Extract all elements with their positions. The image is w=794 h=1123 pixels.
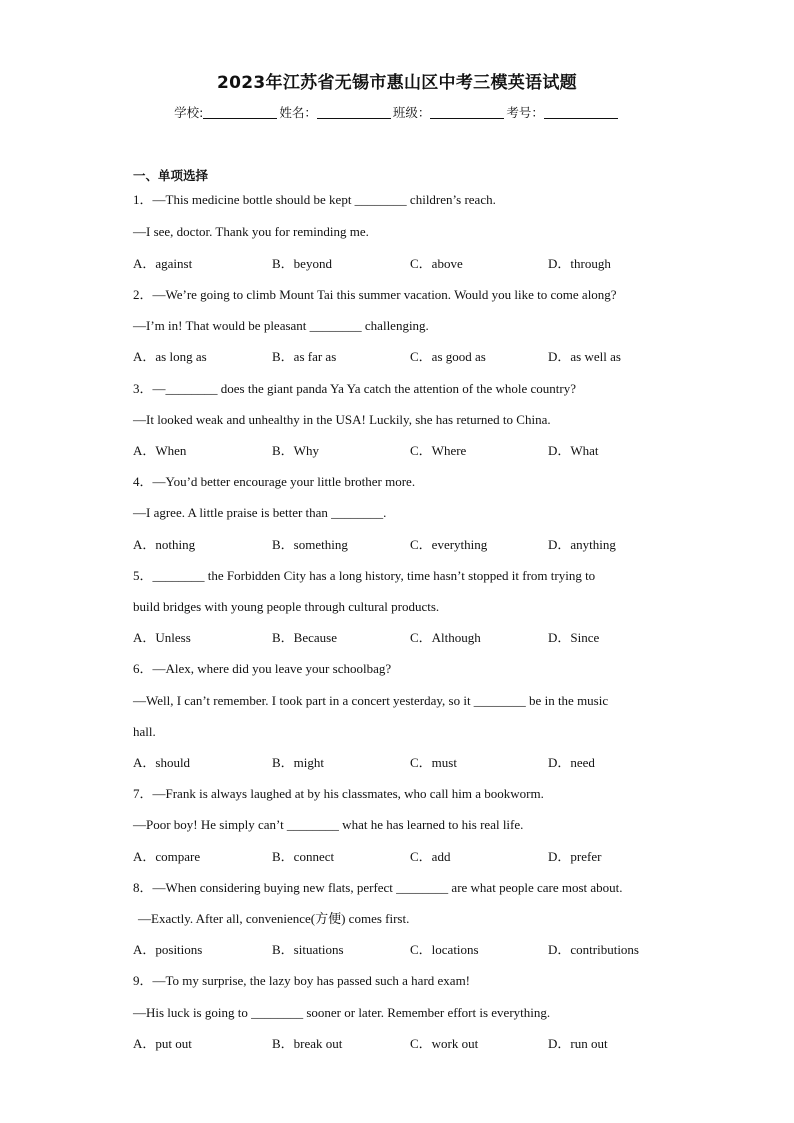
option-b: B．might [272,755,325,770]
question-9-line-1: 9．—To my surprise, the lazy boy has passed such a hard exam! [133,973,471,988]
option-a: A．as long as [133,349,207,364]
school-label: 学校: [174,105,204,120]
option-d: D．as well as [548,349,621,364]
school-blank [203,106,277,119]
option-a: A．Unless [133,630,191,645]
question-3-line-2: —It looked weak and unhealthy in the USA! Luckily, she has returned to China. [133,412,551,427]
question-8-line-1: 8．—When considering buying new flats, perfect ________ are what people care most about. [133,880,623,895]
page-title: 2023年江苏省无锡市惠山区中考三模英语试题 [217,73,577,93]
option-d: D．run out [548,1036,608,1051]
question-1-line-1: 1．—This medicine bottle should be kept ________ children’s reach. [133,192,496,207]
option-a: A．When [133,443,187,458]
question-8-line-2: —Exactly. After all, convenience(方便) comes first. [138,911,410,926]
question-6-line-2: —Well, I can’t remember. I took part in a concert yesterday, so it ________ be in the music [133,693,609,708]
option-c: C．everything [410,537,488,552]
question-7-line-1: 7．—Frank is always laughed at by his classmates, who call him a bookworm. [133,786,544,801]
option-b: B．as far as [272,349,337,364]
question-5-line-2: build bridges with young people through cultural products. [133,599,440,614]
question-3-line-1: 3．—________ does the giant panda Ya Ya catch the attention of the whole country? [133,381,576,396]
option-b: B．break out [272,1036,343,1051]
option-d: D．Since [548,630,600,645]
question-1-line-2: —I see, doctor. Thank you for reminding me. [133,224,369,239]
option-b: B．something [272,537,348,552]
option-c: C．above [410,256,463,271]
question-6-options [133,755,693,771]
question-7-line-2: —Poor boy! He simply can’t ________ what he has learned to his real life. [133,817,524,832]
question-5-line-1: 5．________ the Forbidden City has a long history, time hasn’t stopped it from trying to [133,568,596,583]
student-info-line [0,103,794,121]
question-3-options [133,443,693,459]
section-title: 一、单项选择 [133,168,209,183]
option-a: A．nothing [133,537,196,552]
question-1-options [133,256,693,272]
option-a: A．against [133,256,193,271]
option-a: A．compare [133,849,201,864]
option-b: B．situations [272,942,344,957]
question-4-line-2: —I agree. A little praise is better than ________. [133,505,387,520]
question-9-line-2: —His luck is going to ________ sooner or later. Remember effort is everything. [133,1005,551,1020]
option-d: D．prefer [548,849,602,864]
option-c: C．must [410,755,457,770]
option-b: B．beyond [272,256,332,271]
question-5-options [133,630,693,646]
option-b: B．Because [272,630,337,645]
option-c: C．Although [410,630,481,645]
option-d: D．need [548,755,595,770]
option-d: D．anything [548,537,616,552]
name-label: 姓名： [279,105,317,120]
option-c: C．work out [410,1036,479,1051]
number-blank [544,106,618,119]
class-label: 班级： [392,105,431,120]
question-4-line-1: 4．—You’d better encourage your little brother more. [133,474,416,489]
option-c: C．as good as [410,349,486,364]
option-c: C．add [410,849,451,864]
option-a: A．put out [133,1036,192,1051]
option-b: B．connect [272,849,335,864]
option-c: C．Where [410,443,467,458]
question-6-line-3: hall. [133,724,156,739]
option-a: A．should [133,755,191,770]
question-7-options [133,849,693,865]
question-2-line-2: —I’m in! That would be pleasant ________ challenging. [133,318,429,333]
option-a: A．positions [133,942,203,957]
option-c: C．locations [410,942,479,957]
option-b: B．Why [272,443,319,458]
question-4-options [133,537,693,553]
question-2-options [133,349,693,365]
option-d: D．What [548,443,599,458]
name-blank [317,106,391,119]
question-8-options [133,942,693,958]
option-d: D．contributions [548,942,639,957]
question-9-options [133,1036,693,1052]
option-d: D．through [548,256,611,271]
question-6-line-1: 6．—Alex, where did you leave your schoolbag? [133,661,392,676]
question-2-line-1: 2．—We’re going to climb Mount Tai this summer vacation. Would you like to come along? [133,287,617,302]
class-blank [430,106,504,119]
number-label: 考号： [506,105,544,120]
